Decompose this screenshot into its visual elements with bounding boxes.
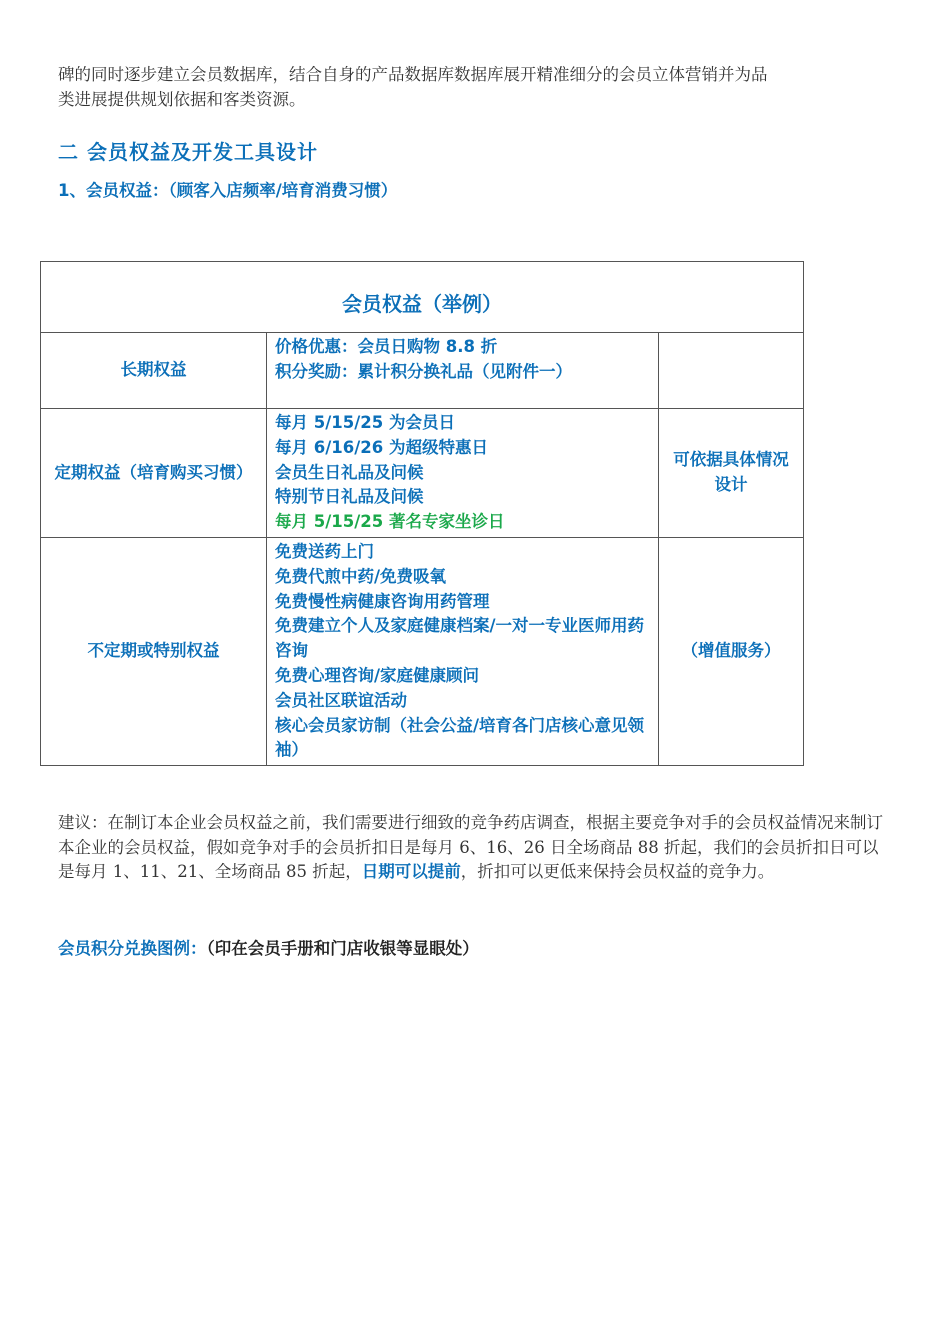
exchange-note: （印在会员手册和门店收银等显眼处） [206,939,479,958]
note-irregular: （增值服务） [659,537,804,765]
list-item: 免费送药上门 [275,541,374,561]
table-title: 会员权益（举例） [41,262,804,333]
table-row [41,537,804,765]
list-item: 每月 5/15/25 为会员日 [275,413,455,432]
section-title: 二 会员权益及开发工具设计 [58,140,318,164]
member-benefits-table [40,261,804,766]
benefit-list-long-term [267,333,659,409]
list-item: 会员社区联谊活动 [275,690,407,710]
intro-line-1: 碑的同时逐步建立会员数据库，结合自身的产品数据库数据库展开精准细分的会员立体营销并为品 [58,65,768,84]
list-item: 会员生日礼品及问候 [275,462,424,482]
list-item-highlight: 每月 5/15/25 著名专家坐诊日 [275,512,505,532]
category-long-term: 长期权益 [41,333,267,409]
list-item: 核心会员家访制（社会公益/培育各门店核心意见领袖） [275,715,645,760]
list-item: 免费心理咨询/家庭健康顾问 [275,665,480,685]
note-periodic: 可依据具体情况设计 [659,409,804,538]
subsection-title: 1、会员权益：（顾客入店频率/培育消费习惯） [58,181,398,200]
list-item: 积分奖励：累计积分换礼品（见附件一） [275,361,572,381]
benefit-list-irregular [267,537,659,765]
table-row [41,409,804,538]
suggestion-paragraph [58,811,894,885]
benefit-list-periodic [267,409,659,538]
intro-line-2: 类进展提供规划依据和客类资源。 [58,89,306,109]
table-row [41,333,804,409]
list-item: 每月 6/16/26 为超级特惠日 [275,437,488,457]
list-item: 价格优惠：会员日购物 8.8 折 [275,337,498,356]
exchange-label: 会员积分兑换图例： [58,939,207,958]
suggestion-highlight: 日期可以提前 [361,862,461,881]
intro-paragraph [58,63,894,112]
category-irregular: 不定期或特别权益 [41,537,267,765]
list-item: 免费建立个人及家庭健康档案/一对一专业医师用药咨询 [275,616,645,661]
table-title-row [41,262,804,333]
list-item: 特别节日礼品及问候 [275,487,424,507]
suggestion-text-1: 建议：在制订本企业会员权益之前，我们需要进行细致的竞争药店调查，根据主要竞争对手的会员权益情况来制订本企业的会员权益，假如竞争对手的会员折扣日是每月 6、16、26 日全场商品 88 折起，我们的会员折扣日可以是每月 1、11、21、全场商品 85 折起， [58,813,883,881]
list-item: 免费慢性病健康咨询用药管理 [275,591,490,611]
list-item: 免费代煎中药/免费吸氧 [275,566,447,586]
category-periodic: 定期权益（培育购买习惯） [41,409,267,538]
suggestion-text-2: ，折扣可以更低来保持会员权益的竞争力。 [460,862,775,881]
note-long-term [659,333,804,409]
points-exchange-heading [58,935,479,959]
